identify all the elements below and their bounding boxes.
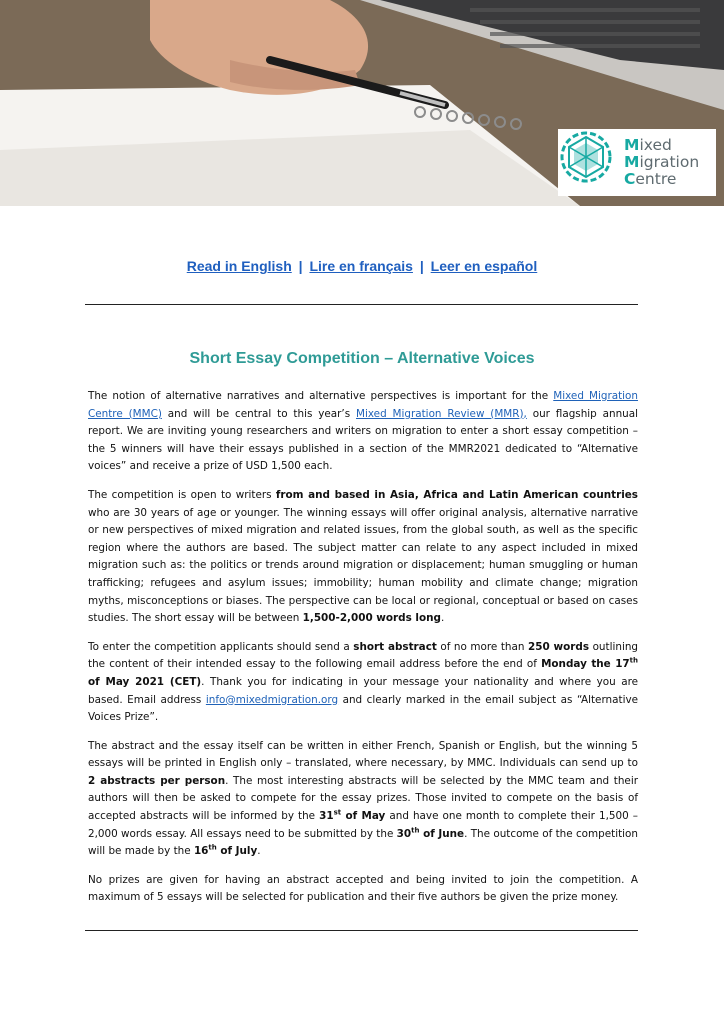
mmc-link[interactable]: Mixed Migration Centre (MMC) — [88, 390, 639, 420]
header-photo — [0, 0, 724, 206]
bold-run: of June — [419, 827, 465, 840]
page-title: Short Essay Competition – Alternative Voices — [189, 350, 535, 367]
body-text — [88, 388, 638, 918]
bold-run: from and based in Asia, Africa and Latin American countries — [275, 488, 638, 501]
lang-separator: | — [298, 258, 303, 274]
mmr-link[interactable]: Mixed Migration Review (MMR), — [356, 407, 527, 420]
text-run: who are 30 years of age or younger. The winning essays will offer original analysis, alternative narrative or new perspectives of mixed migration and related issues, from the global south, as well as the specific region where the authors are based. The subject matter can relate to any aspect included in mixed migration such as: the politics or trends around migration or displacement; human smuggling or human trafficking; refugees and asylum issues; immobility; human mobility and climate change; migration myths, misconceptions or biases. The perspective can be local or regional, conceptual or based on cases studies. The short essay will be between — [88, 506, 638, 625]
read-in-english-link[interactable]: Read in English — [186, 258, 292, 274]
text-run: The abstract and the essay itself can be written in either French, Spanish or English, but the winning 5 essays will be printed in English only – translated, where necessary, by MMC. Individuals can send up to — [88, 739, 638, 770]
text-run: . The most interesting abstracts will be selected by the MMC team and their authors will then be asked to compete for the essay prizes. Those invited to compete on the basis of accepted abstracts will be informed by the — [88, 774, 638, 823]
bold-run: of July — [216, 845, 258, 858]
text-run: our flagship annual report. We are inviting young researchers and writers on migration to enter a short essay competition – the 5 winners will have their essays published in a section of the MMR2021 dedicated to “Alternative voices” and receive a prize of USD 1,500 each. — [88, 407, 638, 473]
superscript: st — [333, 808, 342, 817]
bold-run: Monday the 17 — [541, 658, 630, 671]
text-run: To enter the competition applicants should send a — [88, 640, 354, 653]
bold-run: 250 words — [528, 640, 590, 653]
lang-separator: | — [419, 258, 424, 274]
bold-run: 31 — [319, 810, 334, 823]
bold-run: of May — [341, 810, 386, 823]
text-run: of no more than — [436, 640, 528, 653]
bold-run: short abstract — [353, 640, 437, 653]
text-run: and have one month to complete their 1,500 – 2,000 words essay. All essays need to be submitted by the — [88, 810, 638, 840]
paragraph-languages-and-dates — [88, 738, 638, 861]
bold-run: 1,500-2,000 words long — [302, 612, 441, 625]
superscript: th — [629, 656, 639, 665]
bottom-divider — [85, 930, 638, 931]
language-links — [0, 258, 724, 274]
text-run: The notion of alternative narratives and alternative perspectives is important for the — [88, 390, 554, 402]
text-run: . The outcome of the competition will be made by the — [88, 827, 638, 858]
text-run: . — [257, 845, 261, 858]
text-run: and will be central to this year’s — [161, 407, 356, 420]
text-run: . Thank you for indicating in your message your nationality and where you are based. Email address — [88, 675, 639, 706]
text-run: outlining the content of their intended essay to the following email address before the end of — [88, 640, 639, 671]
paragraph-how-to-enter — [88, 639, 638, 727]
text-run: The competition is open to writers — [88, 488, 276, 501]
lire-en-francais-link[interactable]: Lire en français — [309, 258, 413, 274]
mmc-logo-wordmark: Mixed Migration Centre — [624, 136, 700, 188]
top-divider — [85, 304, 638, 305]
text-run: No prizes are given for having an abstract accepted and being invited to join the competition. A maximum of 5 essays will be selected for publication and their five authors be given the prize money. — [88, 873, 638, 904]
text-run: and clearly marked in the email subject as “Alternative Voices Prize”. — [88, 693, 638, 724]
mmc-logo — [558, 129, 716, 196]
email-link[interactable]: info@mixedmigration.org — [205, 693, 339, 706]
superscript: th — [208, 843, 217, 852]
text-run: . — [440, 612, 445, 625]
bold-run: 2 abstracts per person — [88, 774, 226, 787]
bold-run: 16 — [193, 845, 209, 858]
bold-run: of May 2021 (CET) — [88, 675, 202, 688]
leer-en-espanol-link[interactable]: Leer en español — [430, 258, 538, 274]
bold-run: 30 — [396, 827, 412, 840]
paragraph-prizes — [88, 872, 638, 907]
paragraph-eligibility — [88, 487, 638, 628]
mmc-logo-icon — [558, 129, 614, 185]
paragraph-intro — [88, 388, 638, 476]
superscript: th — [411, 826, 420, 835]
